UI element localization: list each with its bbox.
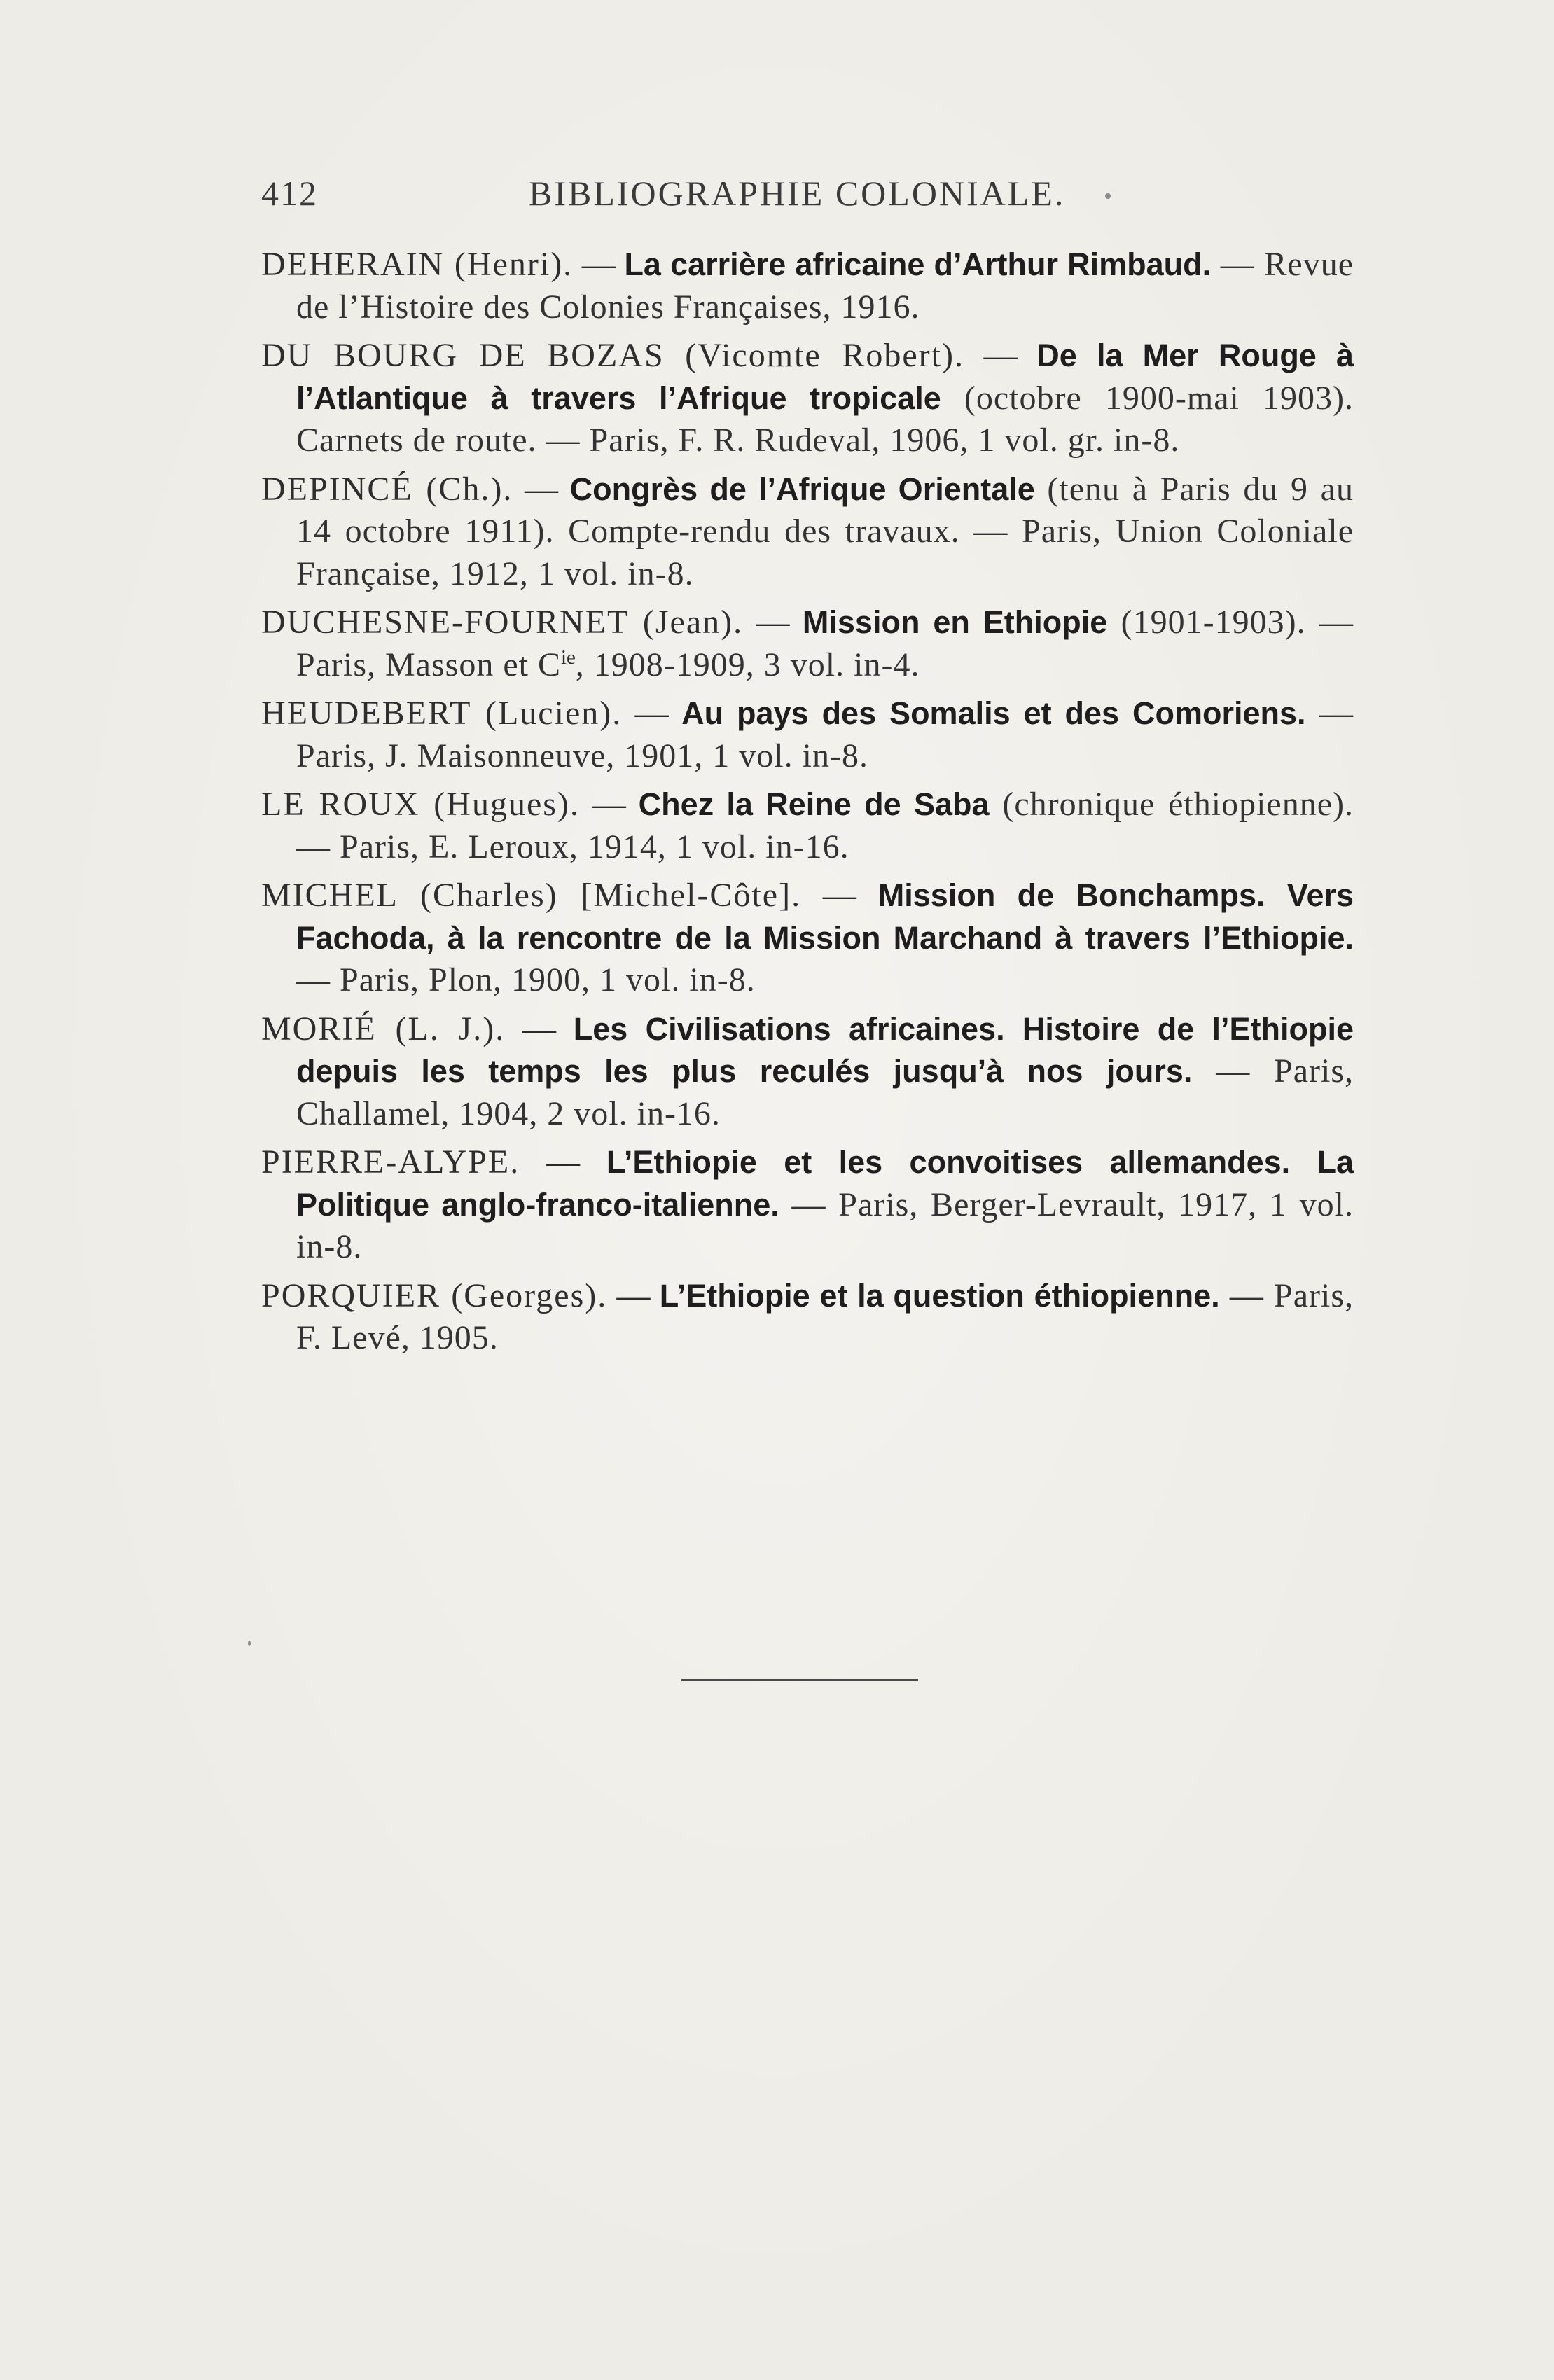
running-head bbox=[261, 173, 1354, 222]
entry-separator: — bbox=[743, 604, 803, 641]
entry-separator: — bbox=[801, 877, 878, 914]
entry-publication-superscript: ie bbox=[561, 646, 576, 669]
bibliography-entry bbox=[261, 244, 1354, 328]
entry-publication: (octobre 1900-mai 1903). Carnets de route. — Paris, F. R. Rudeval, 1906, 1 vol. gr. in-8. bbox=[296, 379, 1354, 459]
entry-title: De la Mer Rouge à l’Atlantique à travers l’Afrique tropicale bbox=[296, 337, 1354, 416]
entry-separator: — bbox=[513, 470, 570, 508]
entry-author: MICHEL (Charles) [Michel-Côte]. bbox=[261, 877, 802, 914]
bibliography-entry bbox=[261, 335, 1354, 462]
entry-author: MORIÉ (L. J.). bbox=[261, 1010, 506, 1048]
entry-separator: — bbox=[520, 1143, 606, 1181]
entry-separator: — bbox=[964, 337, 1037, 374]
entry-author: DUCHESNE-FOURNET (Jean). bbox=[261, 604, 744, 641]
entry-publication: — Paris, Challamel, 1904, 2 vol. in-16. bbox=[296, 1052, 1354, 1132]
entry-title: L’Ethiopie et les convoitises allemandes. La Politique anglo-franco-italienne. bbox=[296, 1144, 1354, 1223]
entry-publication: — Paris, J. Maisonneuve, 1901, 1 vol. in-8. bbox=[296, 695, 1354, 774]
bibliography-list bbox=[261, 244, 1354, 1366]
entry-author: DU BOURG DE BOZAS (Vicomte Robert). bbox=[261, 337, 964, 374]
bibliography-entry bbox=[261, 784, 1354, 868]
running-title: BIBLIOGRAPHIE COLONIALE. bbox=[529, 174, 1066, 213]
entry-publication-tail: , 1908-1909, 3 vol. in-4. bbox=[575, 646, 920, 683]
entry-separator: — bbox=[573, 246, 625, 283]
paper-speck bbox=[248, 1641, 251, 1646]
entry-author: PORQUIER (Georges). bbox=[261, 1276, 608, 1314]
entry-publication: (tenu à Paris du 9 au 14 octobre 1911). Compte-rendu des travaux. — Paris, Union Coloniale Française, 1912, 1 vol. in-8. bbox=[296, 470, 1354, 592]
entry-publication: — Paris, Plon, 1900, 1 vol. in-8. bbox=[296, 961, 756, 998]
entry-title: L’Ethiopie et la question éthiopienne. bbox=[659, 1277, 1220, 1314]
entry-title: Congrès de l’Afrique Orientale bbox=[569, 471, 1035, 507]
entry-publication: (chronique éthiopienne). — Paris, E. Leroux, 1914, 1 vol. in-16. bbox=[296, 786, 1354, 865]
bibliography-entry bbox=[261, 468, 1354, 596]
page-number: 412 bbox=[261, 174, 318, 213]
bibliography-entry bbox=[261, 875, 1354, 1002]
entry-publication: — Revue de l’Histoire des Colonies Françaises, 1916. bbox=[296, 246, 1354, 326]
entry-separator: — bbox=[579, 786, 639, 823]
entry-publication: (1901-1903). — Paris, Masson et C bbox=[296, 604, 1354, 683]
bibliography-entry bbox=[261, 601, 1354, 686]
entry-title: Au pays des Somalis et des Comoriens. bbox=[681, 695, 1306, 731]
entry-author: DEPINCÉ (Ch.). bbox=[261, 470, 513, 508]
entry-separator: — bbox=[622, 695, 682, 732]
bibliography-entry bbox=[261, 1008, 1354, 1136]
entry-title: Les Civilisations africaines. Histoire de l’Ethiopie depuis les temps les plus reculés jusqu’à nos jours. bbox=[296, 1010, 1354, 1089]
entry-publication: — Paris, F. Levé, 1905. bbox=[296, 1276, 1354, 1356]
entry-title: Mission de Bonchamps. Vers Fachoda, à la rencontre de la Mission Marchand à travers l’Ethiopie. bbox=[296, 877, 1354, 956]
entry-author: DEHERAIN (Henri). bbox=[261, 246, 574, 283]
entry-separator: — bbox=[505, 1010, 574, 1048]
bibliography-entry bbox=[261, 693, 1354, 777]
entry-title: Mission en Ethiopie bbox=[802, 604, 1108, 640]
bibliography-entry bbox=[261, 1275, 1354, 1360]
end-rule bbox=[681, 1679, 918, 1681]
entry-title: Chez la Reine de Saba bbox=[638, 786, 990, 822]
entry-title: La carrière africaine d’Arthur Rimbaud. bbox=[624, 246, 1212, 282]
entry-author: PIERRE-ALYPE. bbox=[261, 1143, 520, 1181]
bibliography-entry bbox=[261, 1141, 1354, 1269]
entry-author: HEUDEBERT (Lucien). bbox=[261, 695, 623, 732]
entry-separator: — bbox=[607, 1276, 660, 1314]
paper-speck bbox=[1105, 193, 1111, 199]
entry-publication: — Paris, Berger-Levrault, 1917, 1 vol. in-8. bbox=[296, 1185, 1354, 1265]
entry-author: LE ROUX (Hugues). bbox=[261, 786, 580, 823]
